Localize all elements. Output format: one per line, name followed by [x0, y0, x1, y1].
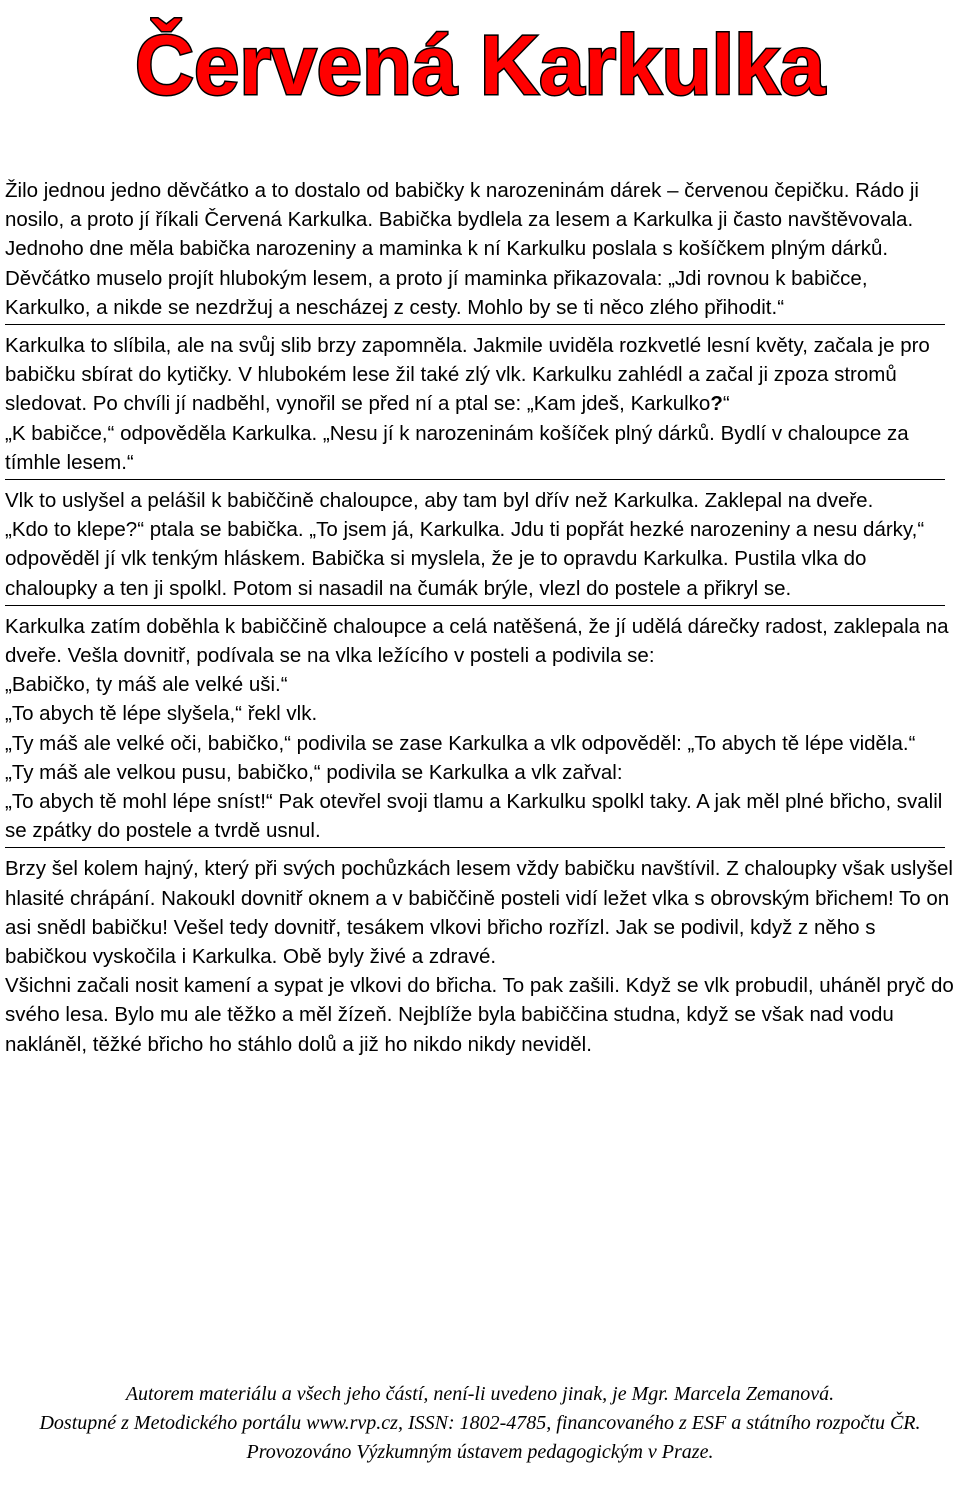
section-divider	[5, 847, 945, 848]
dialogue-mouth: „Ty máš ale velkou pusu, babičko,“ podivila se Karkulka a vlk zařval:	[5, 760, 623, 784]
paragraph-forest	[5, 331, 955, 419]
footer-operator: Provozováno Výzkumným ústavem pedagogickým v Praze.	[246, 1441, 714, 1463]
dialogue-ears: „Babičko, ty máš ale velké uši.“	[5, 673, 288, 697]
section-divider	[5, 479, 945, 480]
story-text	[5, 176, 955, 1059]
dialogue-eyes: „Ty máš ale velké oči, babičko,“ podivila se zase Karkulka a vlk odpověděl: „To abych tě lépe viděla.“	[5, 731, 916, 755]
footer-credits	[0, 1380, 960, 1467]
page-title: Červená Karkulka	[135, 18, 827, 112]
paragraph-ending: Všichni začali nosit kamení a sypat je vlkovi do břicha. To pak zašili. Když se vlk probudil, uháněl pryč do svého lesa. Bylo mu ale těžko a měl žízeň. Nejblíže byla babiččina studna, když se však nad vodu nakláněl, těžké břicho ho stáhlo dolů a již ho nikdo nikdy neviděl.	[5, 974, 954, 1056]
paragraph-arrival: Karkulka zatím doběhla k babiččině chaloupce a celá natěšená, že jí udělá dárečky radost, zaklepala na dveře. Vešla dovnitř, podívala se na vlka ležícího v posteli a podivila se:	[5, 614, 949, 668]
paragraph-forest-text: Karkulka to slíbila, ale na svůj slib brzy zapomněla. Jakmile uviděla rozkvetlé lesní květy, začala je pro babičku sbírat do kytičky. V hlubokém lese žil také zlý vlk. Karkulku zahlédl a začal ji zpoza stromů sledovat. Po chvíli jí nadběhl, vynořil se před ní a ptal se: „Kam jdeš, Karkulko	[5, 334, 930, 416]
title-banner	[0, 0, 960, 120]
paragraph-grandma-eaten: „Kdo to klepe?“ ptala se babička. „To jsem já, Karkulka. Jdu ti popřát hezké narozeniny a nesu dárky,“ odpověděl jí vlk tenkým hláskem. Babička si myslela, že je to opravdu Karkulka. Pustila vlka do chaloupky a ten ji spolkl. Potom si nasadil na čumák brýle, vlezl do postele a přikryl se.	[5, 518, 925, 600]
dialogue-hear: „To abych tě lépe slyšela,“ řekl vlk.	[5, 702, 318, 726]
paragraph-wolf-cottage: Vlk to uslyšel a pelášil k babiččině chaloupce, aby tam byl dřív než Karkulka. Zaklepal na dveře.	[5, 489, 874, 513]
section-divider	[5, 324, 945, 325]
question-mark-bold: ?	[710, 392, 723, 416]
paragraph-answer: „K babičce,“ odpověděla Karkulka. „Nesu jí k narozeninám košíček plný dárků. Bydlí v chaloupce za tímhle lesem.“	[5, 421, 909, 474]
section-divider	[5, 605, 945, 606]
title-graphic	[0, 0, 960, 120]
paragraph-hunter: Brzy šel kolem hajný, který při svých pochůzkách lesem vždy babičku navštívil. Z chaloupky však uslyšel hlasité chrápání. Nakoukl dovnitř oknem a v babiččině posteli vidí ležet vlka s obrovským břichem! To on asi snědl babičku! Vešel tedy dovnitř, tesákem vlkovi břicho rozřízl. Jak se podivil, když z něho s babičkou vyskočila i Karkulka. Obě byly živé a zdravé.	[5, 857, 953, 969]
footer-author: Autorem materiálu a všech jeho částí, není-li uvedeno jinak, je Mgr. Marcela Zemanová.	[125, 1383, 835, 1405]
paragraph-intro: Žilo jednou jedno děvčátko a to dostalo od babičky k narozeninám dárek – červenou čepičku. Rádo ji nosilo, a proto jí říkali Červená Karkulka. Babička bydlela za lesem a Karkulka ji často navštěvovala. Jednoho dne měla babička narozeniny a maminka k ní Karkulku poslala s košíčkem plným dárků. Děvčátko muselo projít hlubokým lesem, a proto jí maminka přikazovala: „Jdi rovnou k babičce, Karkulko, a nikde se nezdržuj a nescházej z cesty. Mohlo by se ti něco zlého přihodit.“	[5, 179, 919, 319]
dialogue-eat: „To abych tě mohl lépe sníst!“ Pak otevřel svoji tlamu a Karkulku spolkl taky. A jak měl plné břicho, svalil se zpátky do postele a tvrdě usnul.	[5, 790, 943, 843]
closing-quote: “	[722, 392, 730, 416]
footer-source: Dostupné z Metodického portálu www.rvp.cz, ISSN: 1802-4785, financovaného z ESF a státního rozpočtu ČR.	[39, 1412, 921, 1434]
